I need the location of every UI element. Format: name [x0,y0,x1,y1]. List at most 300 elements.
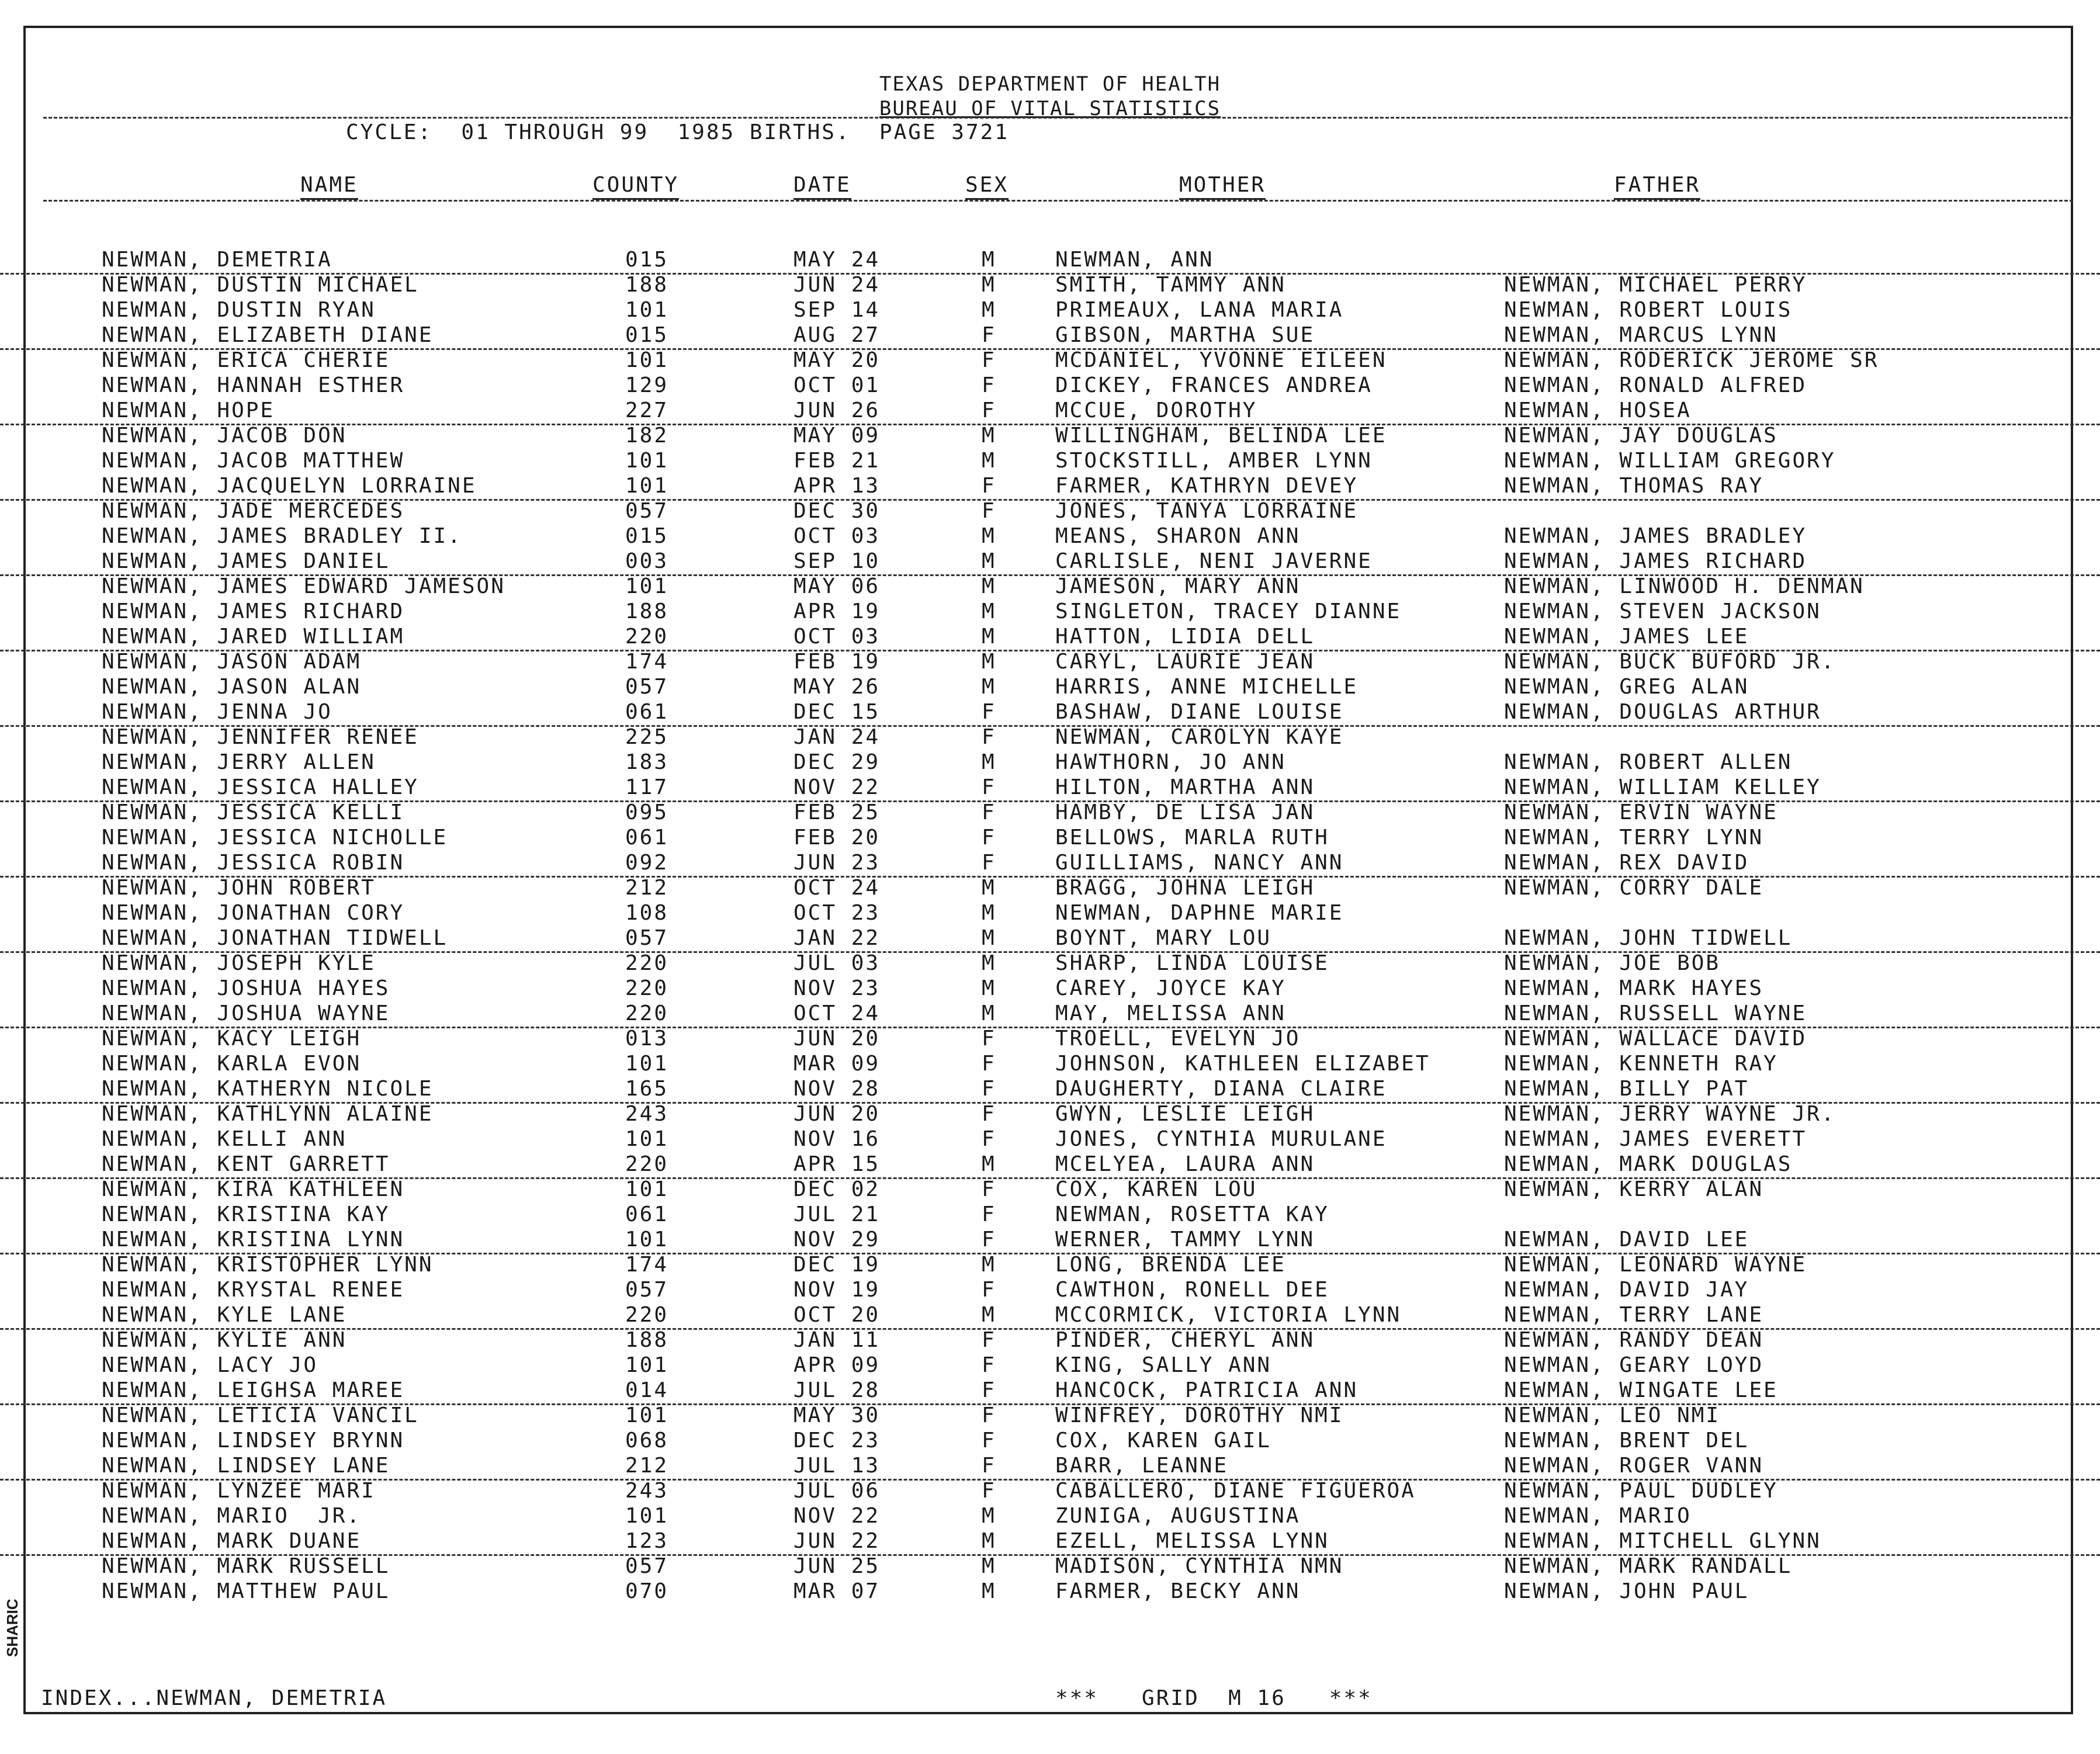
cycle-line: CYCLE: 01 THROUGH 99 1985 BIRTHS. PAGE 3721 [346,120,1009,144]
table-row [0,1027,2100,1052]
cell-date: MAY 06 [793,574,881,598]
cell-name: NEWMAN, JACQUELYN LORRAINE [102,474,477,498]
cell-father: NEWMAN, TERRY LANE [1504,1303,1764,1327]
cell-sex: M [982,1529,996,1553]
cell-county: 243 [625,1102,669,1126]
cell-date: DEC 30 [793,499,881,523]
cell-county: 101 [625,1353,669,1377]
cell-sex: M [982,524,996,548]
cell-county: 174 [625,1253,669,1277]
cell-mother: HARRIS, ANNE MICHELLE [1055,675,1359,699]
cell-father: NEWMAN, BILLY PAT [1504,1077,1749,1101]
table-row [0,1228,2100,1254]
table-row [0,1102,2100,1127]
cell-father: NEWMAN, JOHN TIDWELL [1504,926,1793,950]
table-row [0,348,2100,373]
cell-sex: F [982,1127,996,1151]
cell-father: NEWMAN, HOSEA [1504,398,1692,422]
cell-mother: GIBSON, MARTHA SUE [1055,323,1315,347]
table-row [0,901,2100,926]
cell-name: NEWMAN, KYLIE ANN [102,1328,347,1352]
cell-date: JUN 25 [793,1554,881,1578]
table-row [0,700,2100,727]
table-row [0,976,2100,1001]
cell-county: 174 [625,650,669,674]
table-row [0,876,2100,901]
cell-name: NEWMAN, LETICIA VANCIL [102,1403,419,1427]
cell-father: NEWMAN, WALLACE DAVID [1504,1027,1807,1051]
cell-county: 101 [625,1052,669,1076]
cell-name: NEWMAN, JARED WILLIAM [102,625,405,649]
cell-name: NEWMAN, KRYSTAL RENEE [102,1278,405,1302]
cell-name: NEWMAN, DEMETRIA [102,248,332,272]
cell-mother: FARMER, BECKY ANN [1055,1579,1301,1603]
cell-sex: F [982,398,996,422]
cell-county: 013 [625,1027,669,1051]
cell-mother: JOHNSON, KATHLEEN ELIZABET [1055,1052,1430,1076]
cell-sex: F [982,700,996,724]
cell-county: 212 [625,1454,669,1478]
cell-name: NEWMAN, MARK RUSSELL [102,1554,390,1578]
cell-mother: JONES, CYNTHIA MURULANE [1055,1127,1387,1151]
cell-name: NEWMAN, JAMES DANIEL [102,549,390,573]
table-row [0,826,2100,851]
cell-mother: MCCUE, DOROTHY [1055,398,1257,422]
cell-father: NEWMAN, JOHN PAUL [1504,1579,1749,1603]
cell-date: SEP 10 [793,549,881,573]
cell-name: NEWMAN, JESSICA NICHOLLE [102,826,448,850]
cell-date: MAY 26 [793,675,881,699]
cell-father: NEWMAN, RONALD ALFRED [1504,373,1807,397]
cell-sex: F [982,1027,996,1051]
cell-sex: F [982,1353,996,1377]
cell-county: 015 [625,323,669,347]
cell-father: NEWMAN, GREG ALAN [1504,675,1749,699]
cell-mother: PINDER, CHERYL ANN [1055,1328,1315,1352]
cell-county: 070 [625,1579,669,1603]
cell-name: NEWMAN, KENT GARRETT [102,1152,390,1176]
cell-county: 014 [625,1378,669,1402]
cell-date: AUG 27 [793,323,881,347]
margin-label: SHARIC [4,1599,21,1657]
cell-father: NEWMAN, DAVID LEE [1504,1228,1749,1252]
cell-sex: M [982,750,996,774]
cell-county: 220 [625,1152,669,1176]
cell-county: 188 [625,273,669,297]
cell-county: 057 [625,1278,669,1302]
cell-sex: F [982,1403,996,1427]
cell-father: NEWMAN, JAMES RICHARD [1504,549,1807,573]
table-row [0,298,2100,323]
cell-date: JAN 24 [793,725,881,749]
table-row [0,1454,2100,1481]
cell-mother: JONES, TANYA LORRAINE [1055,499,1359,523]
cell-county: 108 [625,901,669,925]
cell-date: JUL 21 [793,1202,881,1226]
cell-name: NEWMAN, HANNAH ESTHER [102,373,405,397]
cell-name: NEWMAN, JACOB DON [102,424,347,448]
cell-sex: M [982,675,996,699]
cell-name: NEWMAN, KRISTINA LYNN [102,1228,405,1252]
cell-sex: F [982,373,996,397]
cell-date: MAY 09 [793,424,881,448]
cell-date: OCT 03 [793,524,881,548]
cell-county: 101 [625,1228,669,1252]
table-row [0,1504,2100,1529]
cell-name: NEWMAN, JESSICA KELLI [102,800,405,824]
cell-sex: M [982,1554,996,1578]
cell-county: 117 [625,775,669,799]
cell-father: NEWMAN, LEO NMI [1504,1403,1721,1427]
cell-sex: F [982,1454,996,1478]
cell-county: 095 [625,800,669,824]
cell-mother: HAWTHORN, JO ANN [1055,750,1286,774]
cell-mother: STOCKSTILL, AMBER LYNN [1055,449,1373,473]
table-row [0,449,2100,474]
cell-father: NEWMAN, DOUGLAS ARTHUR [1504,700,1821,724]
cell-name: NEWMAN, JOHN ROBERT [102,876,376,900]
table-row [0,273,2100,298]
cell-date: MAY 30 [793,1403,881,1427]
cell-sex: F [982,1429,996,1453]
table-row [0,1353,2100,1378]
cell-date: APR 13 [793,474,881,498]
cell-mother: MCCORMICK, VICTORIA LYNN [1055,1303,1402,1327]
cell-name: NEWMAN, MATTHEW PAUL [102,1579,390,1603]
cell-mother: COX, KAREN LOU [1055,1177,1257,1201]
table-row [0,474,2100,501]
table-row [0,1001,2100,1028]
cell-date: JUL 03 [793,951,881,975]
cell-name: NEWMAN, JADE MERCEDES [102,499,405,523]
cell-county: 015 [625,248,669,272]
cell-sex: F [982,775,996,799]
table-row [0,1479,2100,1504]
cell-father: NEWMAN, LEONARD WAYNE [1504,1253,1807,1277]
cell-sex: F [982,348,996,372]
cell-date: JAN 11 [793,1328,881,1352]
cell-county: 188 [625,599,669,623]
cell-sex: M [982,926,996,950]
cell-county: 243 [625,1479,669,1503]
cell-county: 220 [625,1001,669,1025]
table-row [0,1429,2100,1454]
cell-date: DEC 15 [793,700,881,724]
cell-father: NEWMAN, MARK HAYES [1504,976,1764,1000]
cell-mother: GWYN, LESLIE LEIGH [1055,1102,1315,1126]
cell-sex: M [982,951,996,975]
cell-father: NEWMAN, KERRY ALAN [1504,1177,1764,1201]
cell-date: APR 19 [793,599,881,623]
cell-father: NEWMAN, ROBERT LOUIS [1504,298,1793,322]
cell-county: 101 [625,1177,669,1201]
cell-name: NEWMAN, JOSHUA HAYES [102,976,390,1000]
table-row [0,1303,2100,1330]
header-divider [43,117,2073,119]
cell-name: NEWMAN, JESSICA ROBIN [102,851,405,875]
table-row [0,524,2100,549]
cell-mother: HATTON, LIDIA DELL [1055,625,1315,649]
bureau-title: BUREAU OF VITAL STATISTICS [879,97,1221,120]
cell-mother: CABALLERO, DIANE FIGUEROA [1055,1479,1416,1503]
cell-sex: M [982,549,996,573]
cell-sex: M [982,1579,996,1603]
table-row [0,625,2100,651]
cell-mother: BARR, LEANNE [1055,1454,1229,1478]
cell-date: JUL 28 [793,1378,881,1402]
cell-mother: MCELYEA, LAURA ANN [1055,1152,1315,1176]
cell-sex: F [982,1328,996,1352]
table-row [0,1278,2100,1303]
cell-mother: BASHAW, DIANE LOUISE [1055,700,1344,724]
cell-father: NEWMAN, PAUL DUDLEY [1504,1479,1778,1503]
table-row [0,650,2100,675]
cell-county: 101 [625,348,669,372]
cell-name: NEWMAN, MARK DUANE [102,1529,362,1553]
cell-father: NEWMAN, REX DAVID [1504,851,1749,875]
cell-father: NEWMAN, LINWOOD H. DENMAN [1504,574,1865,598]
cell-county: 101 [625,1403,669,1427]
cell-name: NEWMAN, DUSTIN MICHAEL [102,273,419,297]
cell-county: 003 [625,549,669,573]
column-header-father: FATHER [1614,173,1700,200]
cell-date: OCT 24 [793,876,881,900]
cell-sex: M [982,901,996,925]
cell-sex: F [982,1278,996,1302]
cell-county: 220 [625,951,669,975]
cell-date: JUL 13 [793,1454,881,1478]
cell-county: 057 [625,926,669,950]
cell-date: FEB 19 [793,650,881,674]
cell-sex: M [982,273,996,297]
cell-county: 227 [625,398,669,422]
cell-sex: M [982,298,996,322]
cell-father: NEWMAN, ROBERT ALLEN [1504,750,1793,774]
cell-mother: DAUGHERTY, DIANA CLAIRE [1055,1077,1387,1101]
cell-name: NEWMAN, KRISTINA KAY [102,1202,390,1226]
cell-date: APR 15 [793,1152,881,1176]
table-row [0,675,2100,700]
cell-name: NEWMAN, JONATHAN TIDWELL [102,926,448,950]
cell-sex: F [982,499,996,523]
table-row [0,1052,2100,1077]
table-row [0,1253,2100,1278]
cell-father: NEWMAN, WILLIAM KELLEY [1504,775,1821,799]
cell-name: NEWMAN, KELLI ANN [102,1127,347,1151]
cell-mother: CARYL, LAURIE JEAN [1055,650,1315,674]
table-row [0,800,2100,826]
table-row [0,1177,2100,1202]
cell-father: NEWMAN, DAVID JAY [1504,1278,1749,1302]
cell-mother: HILTON, MARTHA ANN [1055,775,1315,799]
cell-date: JUN 26 [793,398,881,422]
cell-mother: WILLINGHAM, BELINDA LEE [1055,424,1387,448]
cell-name: NEWMAN, ELIZABETH DIANE [102,323,434,347]
cell-county: 068 [625,1429,669,1453]
cell-name: NEWMAN, JOSEPH KYLE [102,951,376,975]
cell-date: FEB 25 [793,800,881,824]
cell-name: NEWMAN, JERRY ALLEN [102,750,376,774]
cell-name: NEWMAN, MARIO JR. [102,1504,362,1528]
cell-sex: M [982,1001,996,1025]
cell-sex: F [982,1177,996,1201]
cell-county: 220 [625,625,669,649]
cell-father: NEWMAN, MARK RANDALL [1504,1554,1793,1578]
cell-county: 123 [625,1529,669,1553]
cell-sex: M [982,976,996,1000]
cell-father: NEWMAN, MARCUS LYNN [1504,323,1778,347]
cell-date: OCT 24 [793,1001,881,1025]
cell-father: NEWMAN, MARK DOUGLAS [1504,1152,1793,1176]
cell-mother: HAMBY, DE LISA JAN [1055,800,1315,824]
cell-sex: M [982,599,996,623]
cell-mother: CARLISLE, NENI JAVERNE [1055,549,1373,573]
cell-date: NOV 22 [793,775,881,799]
cell-father: NEWMAN, RODERICK JEROME SR [1504,348,1879,372]
table-row [0,775,2100,802]
cell-date: MAR 09 [793,1052,881,1076]
cell-name: NEWMAN, JENNIFER RENEE [102,725,419,749]
table-row [0,1127,2100,1152]
cell-name: NEWMAN, KIRA KATHLEEN [102,1177,405,1201]
cell-father: NEWMAN, JAY DOUGLAS [1504,424,1778,448]
cell-date: JUN 20 [793,1027,881,1051]
cell-sex: M [982,625,996,649]
cell-date: DEC 29 [793,750,881,774]
column-header-county: COUNTY [592,173,679,200]
cell-mother: WINFREY, DOROTHY NMI [1055,1403,1344,1427]
cell-county: 101 [625,1127,669,1151]
column-header-date: DATE [793,173,851,200]
cell-name: NEWMAN, JAMES EDWARD JAMESON [102,574,505,598]
cell-county: 101 [625,1504,669,1528]
cell-county: 212 [625,876,669,900]
cell-date: OCT 23 [793,901,881,925]
cell-name: NEWMAN, LACY JO [102,1353,318,1377]
cell-mother: MAY, MELISSA ANN [1055,1001,1286,1025]
cell-father: NEWMAN, WINGATE LEE [1504,1378,1778,1402]
cell-father: NEWMAN, RANDY DEAN [1504,1328,1764,1352]
table-row [0,1152,2100,1179]
cell-sex: M [982,248,996,272]
cell-date: NOV 22 [793,1504,881,1528]
cell-date: OCT 01 [793,373,881,397]
cell-county: 061 [625,700,669,724]
cell-sex: F [982,851,996,875]
cell-county: 101 [625,298,669,322]
cell-father: NEWMAN, GEARY LOYD [1504,1353,1764,1377]
cell-county: 101 [625,574,669,598]
cell-father: NEWMAN, CORRY DALE [1504,876,1764,900]
cell-sex: M [982,1303,996,1327]
cell-mother: ZUNIGA, AUGUSTINA [1055,1504,1301,1528]
cell-county: 220 [625,976,669,1000]
cell-name: NEWMAN, HOPE [102,398,275,422]
cell-mother: NEWMAN, ROSETTA KAY [1055,1202,1329,1226]
table-row [0,1378,2100,1405]
cell-county: 061 [625,826,669,850]
cell-date: JUN 24 [793,273,881,297]
cell-date: NOV 28 [793,1077,881,1101]
table-row [0,1077,2100,1104]
cell-mother: MADISON, CYNTHIA NMN [1055,1554,1344,1578]
cell-date: OCT 03 [793,625,881,649]
cell-mother: HANCOCK, PATRICIA ANN [1055,1378,1359,1402]
cell-date: SEP 14 [793,298,881,322]
cell-mother: COX, KAREN GAIL [1055,1429,1272,1453]
cell-mother: CAREY, JOYCE KAY [1055,976,1286,1000]
cell-name: NEWMAN, JONATHAN CORY [102,901,405,925]
cell-name: NEWMAN, KACY LEIGH [102,1027,362,1051]
cell-date: DEC 02 [793,1177,881,1201]
cell-father: NEWMAN, JERRY WAYNE JR. [1504,1102,1836,1126]
cell-county: 188 [625,1328,669,1352]
cell-county: 101 [625,449,669,473]
table-row [0,599,2100,625]
table-row [0,398,2100,425]
table-row [0,323,2100,350]
cell-father: NEWMAN, MARIO [1504,1504,1692,1528]
cell-sex: M [982,1152,996,1176]
cell-date: JAN 22 [793,926,881,950]
cell-name: NEWMAN, LEIGHSA MAREE [102,1378,405,1402]
cell-sex: F [982,1202,996,1226]
cell-sex: M [982,650,996,674]
cell-date: OCT 20 [793,1303,881,1327]
cell-date: NOV 16 [793,1127,881,1151]
column-header-mother: MOTHER [1179,173,1266,200]
cell-date: NOV 29 [793,1228,881,1252]
cell-father: NEWMAN, KENNETH RAY [1504,1052,1778,1076]
cell-date: JUN 20 [793,1102,881,1126]
table-row [0,725,2100,750]
cell-name: NEWMAN, KYLE LANE [102,1303,347,1327]
cell-name: NEWMAN, KRISTOPHER LYNN [102,1253,434,1277]
cell-father: NEWMAN, TERRY LYNN [1504,826,1764,850]
cell-name: NEWMAN, JASON ALAN [102,675,362,699]
cell-date: MAY 20 [793,348,881,372]
department-title: TEXAS DEPARTMENT OF HEALTH [879,72,1221,96]
cell-name: NEWMAN, JACOB MATTHEW [102,449,405,473]
cell-father: NEWMAN, WILLIAM GREGORY [1504,449,1836,473]
cell-mother: BOYNT, MARY LOU [1055,926,1272,950]
cell-name: NEWMAN, LYNZEE MARI [102,1479,376,1503]
table-row [0,499,2100,524]
cell-date: APR 09 [793,1353,881,1377]
cell-mother: DICKEY, FRANCES ANDREA [1055,373,1373,397]
cell-date: MAY 24 [793,248,881,272]
cell-father: NEWMAN, MITCHELL GLYNN [1504,1529,1821,1553]
cell-county: 057 [625,1554,669,1578]
cell-sex: F [982,474,996,498]
column-header-name: NAME [300,173,358,200]
cell-name: NEWMAN, JASON ADAM [102,650,362,674]
table-row [0,424,2100,449]
cell-mother: BRAGG, JOHNA LEIGH [1055,876,1315,900]
cell-name: NEWMAN, JAMES BRADLEY II. [102,524,462,548]
cell-sex: M [982,424,996,448]
cell-county: 101 [625,474,669,498]
cell-mother: SHARP, LINDA LOUISE [1055,951,1329,975]
cell-name: NEWMAN, JOSHUA WAYNE [102,1001,390,1025]
cell-mother: MEANS, SHARON ANN [1055,524,1301,548]
cell-father: NEWMAN, BUCK BUFORD JR. [1504,650,1836,674]
cell-sex: F [982,1479,996,1503]
cell-sex: M [982,1504,996,1528]
table-row [0,1328,2100,1353]
cell-mother: NEWMAN, CAROLYN KAYE [1055,725,1344,749]
cell-sex: M [982,449,996,473]
